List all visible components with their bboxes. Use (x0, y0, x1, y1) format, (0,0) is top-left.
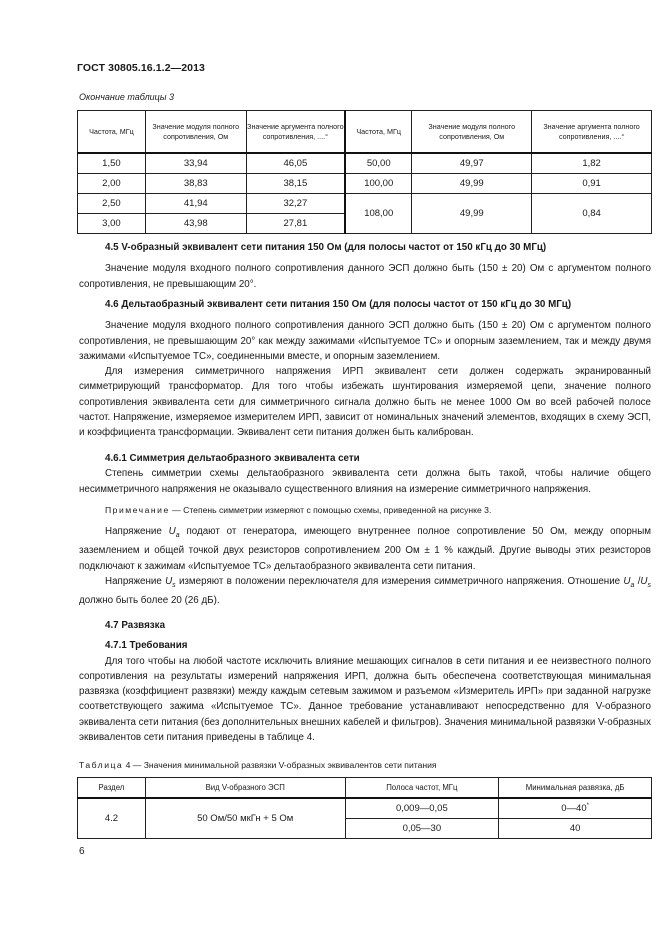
cell: 108,00 (345, 194, 412, 234)
cell: 46,05 (246, 153, 345, 174)
subscript: a (630, 581, 635, 589)
table-row (78, 798, 652, 819)
paragraph: Значение модуля входного полного сопротивления данного ЭСП должно быть (150 ± 20) Ом с аргументом полного сопротивления, не превышающим 20° как между зажимами «Испытуемое ТС» и опорным заземлением, так и между двумя зажимами «Испытуемое ТС», соединенными вместе, и опорным заземлением. (79, 320, 651, 362)
cell: 32,27 (246, 194, 345, 214)
subscript: s (172, 581, 176, 589)
symbol-ua (168, 526, 180, 540)
text: должно быть более 20 (26 дБ). (79, 595, 220, 607)
cell: 0,91 (532, 174, 652, 194)
paragraph (79, 574, 651, 609)
table-row (78, 194, 652, 214)
cell-band: 0,009—0,05 (345, 798, 499, 819)
text: / (634, 576, 641, 588)
page-header: ГОСТ 30805.16.1.2—2013 (77, 62, 205, 74)
cell: 41,94 (145, 194, 246, 214)
paragraph: Значение модуля входного полного сопротивления данного ЭСП должно быть (150 ± 20) Ом с аргументом полного сопротивления, не превышающим 20°. (79, 263, 651, 290)
cell: 49,97 (412, 153, 532, 174)
paragraph: Для того чтобы на любой частоте исключить влияние мешающих сигналов в сети питания и ее неизвестного полного сопротивления на результаты измерений напряжения ИРП, должна быть обеспечена соответствующая минимальная развязка (коэффициент развязки) между каждым сетевым зажимом и разъемом «Измеритель ИРП» при заданной нагрузке соответствующего зажима «Испытуемое ТС». Данное требование устанавливают непосредственно для V-образного эквивалента сети питания (без дополнительных внешних кабелей и фильтров). Значения минимальной развязки V-образных эквивалентов сети питания приведены в таблице 4. (79, 655, 651, 744)
cell: 27,81 (246, 214, 345, 234)
table3 (77, 110, 652, 234)
subscript: s (647, 581, 651, 589)
cell: 2,50 (78, 194, 146, 214)
cell: 2,00 (78, 174, 146, 194)
table3-caption: Окончание таблицы 3 (79, 92, 174, 102)
text: измеряют в положении переключателя для измерения симметричного напряжения. Отношение (175, 576, 624, 588)
symbol-us (640, 576, 651, 587)
header-isolation: Минимальная развязка, дБ (499, 778, 652, 799)
paragraph (79, 524, 651, 574)
symbol: U (165, 576, 173, 588)
paragraph: Для измерения симметричного напряжения ИРП эквивалент сети должен содержать экранированный симметрирующий трансформатор. Для того чтобы избежать шунтирования измеряемой цепи, значение полного сопротивления эквивалента сети для симметричного сигнала должно быть не менее 1000 Ом во всей рабочей полосе частот. Напряжение, измеряемое измерителем ИРП, зависит от номинальных значений элементов, входящих в схему ЭСП, и коэффициента трансформации. Эквивалент сети питания должен быть калиброван. (79, 366, 651, 439)
subscript: a (175, 532, 180, 540)
section-4-6 (79, 297, 651, 441)
table4-caption-text: 4 — Значения минимальной развязки V-образных эквивалентов сети питания (123, 760, 437, 770)
table4-header-row (78, 778, 652, 799)
section-heading: 4.6 Дельтаобразный эквивалент сети питания 150 Ом (для полосы частот от 150 кГц до 30 МГц) (105, 299, 572, 310)
cell: 50,00 (345, 153, 412, 174)
section-4-7 (79, 618, 651, 745)
header-freq: Частота, МГц (78, 111, 146, 154)
isolation-value: 0—40 (561, 803, 587, 815)
section-heading: 4.6.1 Симметрия дельтаобразного эквивалента сети (105, 453, 360, 464)
text: Напряжение (105, 576, 166, 588)
cell: 49,99 (412, 194, 532, 234)
table4 (77, 777, 652, 839)
paragraph: Степень симметрии схемы дельтаобразного эквивалента сети должна быть такой, чтобы наличие общего несимметричного напряжения не оказывало существенного влияния на измерение симметричного напряжения. (79, 468, 651, 495)
cell: 38,83 (145, 174, 246, 194)
subsection-heading: 4.7.1 Требования (105, 640, 188, 652)
note (79, 503, 651, 518)
cell: 1,82 (532, 153, 652, 174)
cell: 100,00 (345, 174, 412, 194)
cell-section: 4.2 (78, 798, 146, 839)
section-heading: 4.7 Развязка (105, 620, 166, 631)
header-band: Полоса частот, МГц (345, 778, 499, 799)
symbol: U (623, 576, 631, 588)
section-4-5 (79, 240, 651, 292)
header-modulus-2: Значение модуля полного сопротивления, Ом (412, 111, 532, 154)
symbol-ua (623, 576, 634, 587)
table3-header-row (78, 111, 652, 154)
cell-isolation (499, 798, 652, 819)
cell-band: 0,05—30 (345, 819, 499, 839)
header-argument: Значение аргумента полного сопротивления, ....° (246, 111, 345, 154)
text: подают от генератора, имеющего внутреннее полное сопротивление 50 Ом, между опорным заземлением и общей точкой двух резисторов сопротивлением 200 Ом ± 1 % каждый. Другие выводы этих резисторов подключают к зажимам «Испытуемое ТС» дельтаобразного эквивалента сети питания. (79, 526, 651, 572)
note-text: — Степень симметрии измеряют с помощью схемы, приведенной на рисунке 3. (169, 504, 492, 515)
cell-type: 50 Ом/50 мкГн + 5 Ом (145, 798, 345, 839)
symbol-us (165, 576, 176, 587)
table-row (78, 153, 652, 174)
symbol: U (640, 576, 648, 588)
cell: 33,94 (145, 153, 246, 174)
cell: 43,98 (145, 214, 246, 234)
symbol: U (168, 526, 176, 538)
page-number: 6 (79, 846, 85, 857)
section-4-6-1 (79, 451, 651, 609)
header-freq-2: Частота, МГц (345, 111, 412, 154)
text: Напряжение (105, 526, 169, 538)
table4-caption-label: Таблица (79, 760, 124, 770)
cell: 49,99 (412, 174, 532, 194)
cell: 38,15 (246, 174, 345, 194)
header-modulus: Значение модуля полного сопротивления, Ом (145, 111, 246, 154)
header-section: Раздел (78, 778, 146, 799)
section-heading: 4.5 V-образный эквивалент сети питания 150 Ом (для полосы частот от 150 кГц до 30 МГц) (105, 242, 547, 253)
cell: 3,00 (78, 214, 146, 234)
header-type: Вид V-образного ЭСП (145, 778, 345, 799)
cell: 1,50 (78, 153, 146, 174)
cell-isolation: 40 (499, 819, 652, 839)
note-label: Примечание (105, 504, 170, 515)
cell: 0,84 (532, 194, 652, 234)
table4-caption (79, 760, 437, 770)
table-row (78, 174, 652, 194)
footnote-mark: * (586, 802, 589, 809)
header-argument-2: Значение аргумента полного сопротивления, ....° (532, 111, 652, 154)
